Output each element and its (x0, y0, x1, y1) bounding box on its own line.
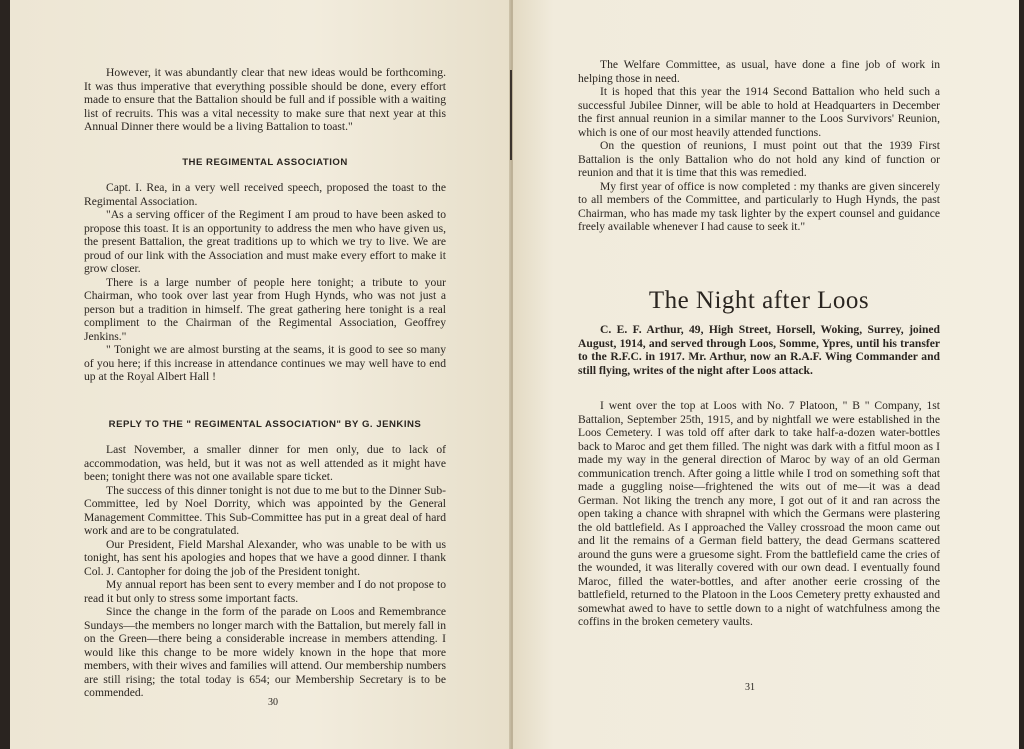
paragraph: " Tonight we are almost bursting at the seams, it is good to see so many of you here; if this increase in attendance continues we may well have to end up at the Royal Albert Hall ! (84, 343, 446, 383)
paragraph: It is hoped that this year the 1914 Second Battalion who held such a successful Jubilee Dinner, will be able to hold at Headquarters in December the first annual reunion in a similar manner to the Loos Survivors' Reunion, which is one of our most heavily attended functions. (578, 85, 940, 139)
paragraph: On the question of reunions, I must point out that the 1939 First Battalion is the only Battalion who do not hold any kind of function or reunion and that it is time that this was remedied. (578, 139, 940, 179)
right-page (513, 0, 1019, 749)
spine-shadow (510, 70, 512, 160)
paragraph: Capt. I. Rea, in a very well received speech, proposed the toast to the Regimental Association. (84, 181, 446, 208)
paragraph: Our President, Field Marshal Alexander, who was unable to be with us tonight, has sent his apologies and hopes that we have a good dinner. I thank Col. J. Cantopher for doing the job of the President tonight. (84, 537, 446, 578)
section-heading-regimental-association: THE REGIMENTAL ASSOCIATION (182, 156, 348, 168)
right-column (578, 58, 940, 629)
paragraph: There is a large number of people here tonight; a tribute to your Chairman, who took over last year from Hugh Hynds, who was not just a person but a tradition in himself. The great gathering here tonight is a real compliment to the Chairman of the Regimental Association, Geoffrey Jenkins." (84, 275, 446, 343)
paragraph: Last November, a smaller dinner for men only, due to lack of accommodation, was held, but it was not as well attended as it might have been; tonight there was not one available spare ticket. (84, 443, 446, 483)
paragraph: "As a serving officer of the Regiment I am proud to have been asked to propose this toast. It is an opportunity to address the men who have given us, the present Battalion, the great traditions up to which we try to live. We are proud of our link with the Association and must make every effort to make it grow closer. (84, 208, 446, 275)
page-number: 31 (745, 682, 755, 693)
article-intro: C. E. F. Arthur, 49, High Street, Horsell, Woking, Surrey, joined August, 1914, and served through Loos, Somme, Ypres, until his transfer to the R.F.C. in 1917. Mr. Arthur, now an R.A.F. Wing Commander and still flying, writes of the night after Loos attack. (578, 323, 940, 377)
paragraph: My annual report has been sent to every member and I do not propose to read it but only to stress some important facts. (84, 578, 446, 605)
section-heading-reply: REPLY TO THE " REGIMENTAL ASSOCIATION" BY G. JENKINS (108, 418, 422, 430)
article-body: I went over the top at Loos with No. 7 Platoon, " B " Company, 1st Battalion, September 25th, 1915, and by nightfall we were established in the Loos Cemetery. I was told off after dark to take half-a-dozen water-bottles back to Maroc and get them filled. The night was dark with a fitful moon as I made my way in the general direction of Maroc by way of an old German communication trench. After going a little while I trod on something soft that made a guggling noise—frightened the wits out of me—it was a dead German. Not liking the trench any more, I got out of it and ran across the open taking a chance with shrapnel with which the Germans were plastering the old battlefield. As I approached the Valley crossroad the moon came out and lit the remains of a German field battery, the dead Germans scattered around the guns were a gruesome sight. From the battlefield came the cries of the wounded, it was literally covered with our own dead. I eventually found Maroc, filled the water-bottles, and after another eerie crossing of the battlefield, returned to the Platoon in the Loos Cemetery pretty exhausted and somewhat awed to have to settle down to a night of watchfulness among the coffins in the broken cemetery vaults. (578, 399, 940, 628)
article-title: The Night after Loos (648, 286, 870, 314)
paragraph: My first year of office is now completed : my thanks are given sincerely to all members of the Committee, and particularly to Hugh Hynds, the past Chairman, who has made my task lighter by the expert counsel and guidance freely available whenever I had cause to seek it." (578, 179, 940, 233)
paragraph: However, it was abundantly clear that new ideas would be forthcoming. It was thus imperative that everything possible should be done, every effort made to ensure that the Battalion should be full and if possible with a waiting list of recruits. This was a vital necessity to make sure that next year at this Annual Dinner there would be a living Battalion to toast." (84, 66, 446, 133)
paragraph: The success of this dinner tonight is not due to me but to the Dinner Sub-Committee, led by Noel Dorrity, which was appointed by the General Management Committee. This Sub-Committee has put in a great deal of hard work and are to be congratulated. (84, 483, 446, 537)
page-number: 30 (268, 697, 278, 708)
left-page (10, 0, 513, 749)
left-column (84, 66, 446, 700)
paragraph: Since the change in the form of the parade on Loos and Remembrance Sundays—the members no longer march with the Battalion, but merely fall in on the Green—there being a considerable increase in members attending. I would like this change to be more widely known in the hope that more members, with their wives and families will attend. Our membership numbers are still rising; the total today is 654; our Membership Secretary is to be commended. (84, 605, 446, 699)
paragraph: The Welfare Committee, as usual, have done a fine job of work in helping those in need. (578, 58, 940, 85)
